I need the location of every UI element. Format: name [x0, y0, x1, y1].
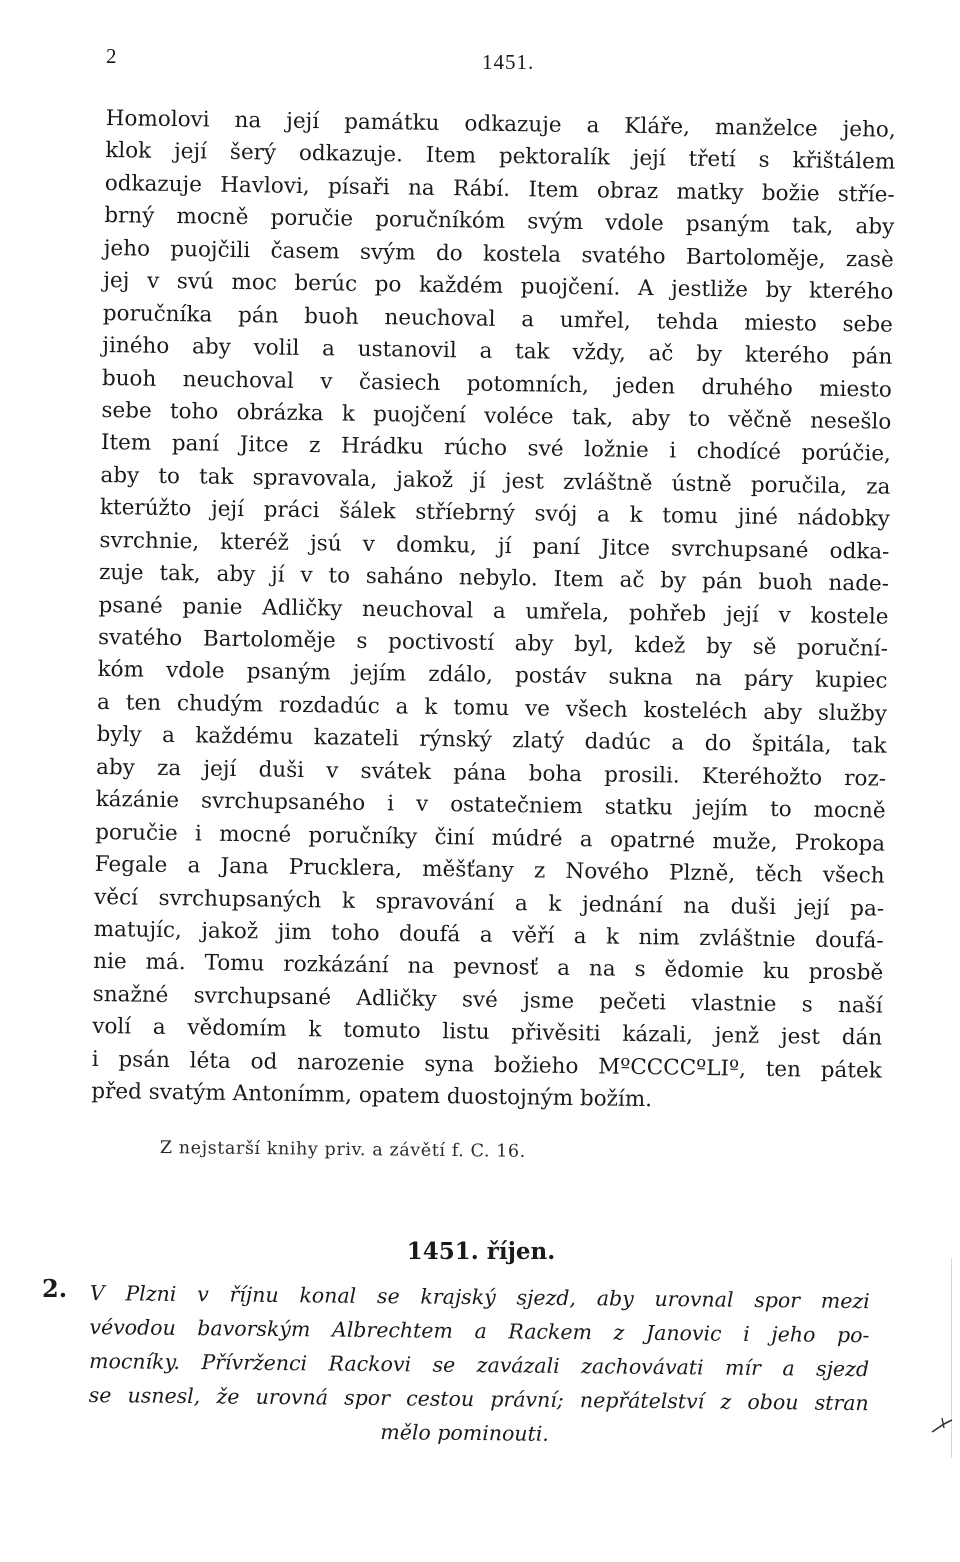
body-line: kterúžto její práci šálek stříebrný svój a k tomu jiné nádobky: [99, 495, 891, 532]
body-line: sebe toho obrázka k puojčení voléce tak, aby to věčně nesešlo: [101, 397, 892, 435]
body-line: kóm vdole psaným jejím zdálo, postáv sukna na páry kupiec: [97, 657, 888, 695]
body-line: věcí svrchupsaných k spravování a k jednání na duši její pa-: [94, 884, 885, 922]
regest-line: vévodou bavorským Albrechtem a Rackem z Janovic i jeho po-: [89, 1314, 870, 1348]
regest-summary: [88, 1276, 870, 1454]
body-line: aby za její duši v svátek pána boha prosili. Kteréhožto roz-: [95, 754, 887, 792]
body-line: Fegale a Jana Prucklera, měšťany z Nového Plzně, těch všech: [94, 851, 885, 889]
page-number: 2: [106, 44, 117, 68]
body-line: svatého Bartoloměje s poctivostí aby byl, kdež by sě poruční-: [97, 624, 889, 662]
body-line: snažné svrchupsané Adličky své jsme pečeti vlastnie s naší: [92, 981, 883, 1019]
body-line: jiného aby volil a ustanovil a tak vždy, ač by kterého pán: [102, 333, 893, 370]
entry-date-heading-text: 1451. říjen.: [406, 1238, 556, 1265]
body-line: kázánie svrchupsaného i v ostatečniem statku jejím to mocně: [95, 787, 886, 824]
charter-body-text: [91, 103, 896, 1120]
entry-number: 2.: [42, 1274, 68, 1303]
body-line: poručníka pán buoh neuchoval a umřel, tehda miesto sebe: [102, 300, 893, 338]
running-head-year: 1451.: [482, 50, 535, 74]
body-line: volí a vědomím k tomuto listu přivěsiti kázali, jenž jest dán: [92, 1014, 883, 1051]
body-line: před svatým Antonímm, opatem duostojným božím.: [91, 1079, 653, 1113]
body-line: jej v svú moc berúc po každém puojčení. A jestliže by kterého: [103, 268, 894, 305]
body-line: psané panie Adličky neuchoval a umřela, pohřeb její v kostele: [98, 592, 889, 630]
body-line: i psán léta od narozenie syna božieho MºCCCCºLIº, ten pátek: [91, 1046, 882, 1084]
regest-line: mocníky. Přívrženci Rackovi se zavázali zachovávati mír a sjezd: [88, 1348, 870, 1382]
regest-line: se usnesl, že urovná spor cestou právní; nepřátelství z obou stran: [88, 1382, 869, 1416]
entry-date-heading: [0, 1238, 960, 1265]
body-line: matujíc, jakož jim toho doufá a věří a k nim zvláštnie doufá-: [93, 916, 884, 954]
body-line: nie má. Tomu rozkázání na pevnosť a na s ědomie ku prosbě: [93, 949, 884, 986]
body-line: aby to tak spravovala, jakož jí jest zvláštně ústně poručila, za: [100, 462, 891, 500]
regest-line: V Plzni v říjnu konal se krajský sjezd, aby urovnal spor mezi: [89, 1280, 870, 1314]
source-citation: Z nejstarší knihy priv. a závětí f. C. 16.: [159, 1138, 526, 1162]
body-line: jeho puojčili časem svým do kostela svatého Bartoloměje, zasè: [103, 235, 894, 273]
body-line: svrchnie, kteréž jsú v domku, jí paní Jitce svrchupsané odka-: [99, 527, 890, 565]
body-line: poručie i mocné poručníky činí múdré a opatrné muže, Prokopa: [94, 819, 886, 857]
body-line: a ten chudým rozdadúc a k tomu ve všech kosteléch aby služby: [96, 689, 888, 727]
body-line: odkazuje Havlovi, písaři na Rábí. Item obraz matky božie stříe-: [104, 170, 895, 208]
body-line: byly a každému kazateli rýnský zlatý dadúc a do špitála, tak: [96, 722, 887, 759]
body-line: buoh neuchoval v časiech potomních, jeden druhého miesto: [101, 365, 893, 403]
body-line: Homolovi na její památku odkazuje a Kláře, manželce jeho,: [105, 105, 896, 143]
regest-line: mělo pominouti.: [380, 1420, 550, 1446]
body-line: zuje tak, aby jí v to saháno nebylo. Item ač by pán buoh nade-: [98, 560, 890, 597]
margin-pencil-mark-icon: [930, 1414, 954, 1436]
body-line: Item paní Jitce z Hrádku rúcho své ložnie i chodícé porúčie,: [100, 430, 892, 468]
body-line: klok její šerý odkazuje. Item pektoralík její třetí s křištálem: [105, 138, 896, 176]
body-line: brný mocně poručie poručníkóm svým vdole psaným tak, aby: [104, 203, 895, 241]
